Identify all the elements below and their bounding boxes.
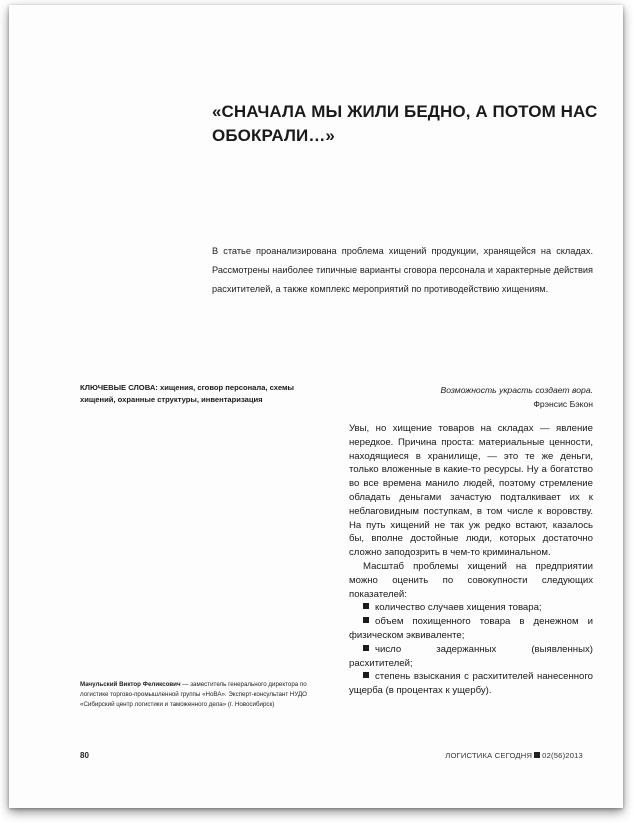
page-number: 80 bbox=[80, 751, 89, 760]
epigraph-author: Фрэнсис Бэкон bbox=[533, 399, 593, 409]
epigraph-quote: Возможность украсть создает вора. bbox=[440, 385, 593, 395]
indicators-list bbox=[349, 601, 593, 698]
article-abstract: В статье проанализирована проблема хищений продукции, хранящейся на складах. Рассмотрены наиболее типичные варианты сговора персонала и характерные действия расхитителей, а также комплекс мероприятий по противодействию хищениям. bbox=[212, 246, 593, 294]
author-description: — заместитель генерального директора по логистике торгово-промышленной группы «НоВА». Эксперт-консультант НУДО «Сибирский центр логистики и таможенного дела» (г. Новосибирск) bbox=[80, 681, 307, 708]
keywords-label: КЛЮЧЕВЫЕ СЛОВА: bbox=[80, 383, 158, 392]
keywords-text: хищения, сговор персонала, схемы хищений, охранные структуры, инвентаризация bbox=[80, 383, 295, 404]
square-bullet-icon bbox=[363, 603, 369, 609]
body-paragraph-1: Увы, но хищение товаров на складах — явление нередкое. Причина проста: материальные ценности, находящиеся в хранилище, — это те же деньги, только вложенные в какие-то ресурсы. Ну а богатство во все времена манило людей, поэтому стремление обладать деньгами зачастую подталкивает их к неблаговидным поступкам, в том числе к воровству. На путь хищений не так уж редко встают, казалось бы, вполне достойные люди, которых достаточно сложно заподозрить в чем-то криминальном. bbox=[349, 423, 593, 559]
list-item: степень взыскания с расхитителей нанесенного ущерба (в процентах к ущербу). bbox=[349, 671, 593, 697]
journal-footer bbox=[445, 751, 583, 760]
square-bullet-icon bbox=[363, 672, 369, 678]
keywords-block bbox=[80, 382, 328, 406]
author-info bbox=[80, 680, 330, 710]
list-item: число задержанных (выявленных) расхитителей; bbox=[349, 643, 593, 669]
square-bullet-icon bbox=[363, 645, 369, 651]
body-paragraph-2: Масштаб проблемы хищений на предприятии можно оценить по совокупности следующих показателей: bbox=[349, 560, 593, 600]
journal-issue: 02(56)2013 bbox=[542, 751, 583, 760]
article-body bbox=[349, 422, 593, 698]
list-item: количество случаев хищения товара; bbox=[349, 601, 593, 615]
square-separator-icon bbox=[534, 752, 540, 758]
square-bullet-icon bbox=[363, 617, 369, 623]
magazine-page bbox=[9, 5, 623, 808]
list-item: объем похищенного товара в денежном и физическом эквиваленте; bbox=[349, 616, 593, 641]
article-title: «СНАЧАЛА МЫ ЖИЛИ БЕДНО, А ПОТОМ НАС ОБОКРАЛИ…» bbox=[212, 102, 598, 145]
epigraph bbox=[349, 383, 593, 411]
author-name: Мачульский Виктор Феликсович bbox=[80, 681, 181, 688]
journal-name: ЛОГИСТИКА СЕГОДНЯ bbox=[445, 751, 533, 760]
